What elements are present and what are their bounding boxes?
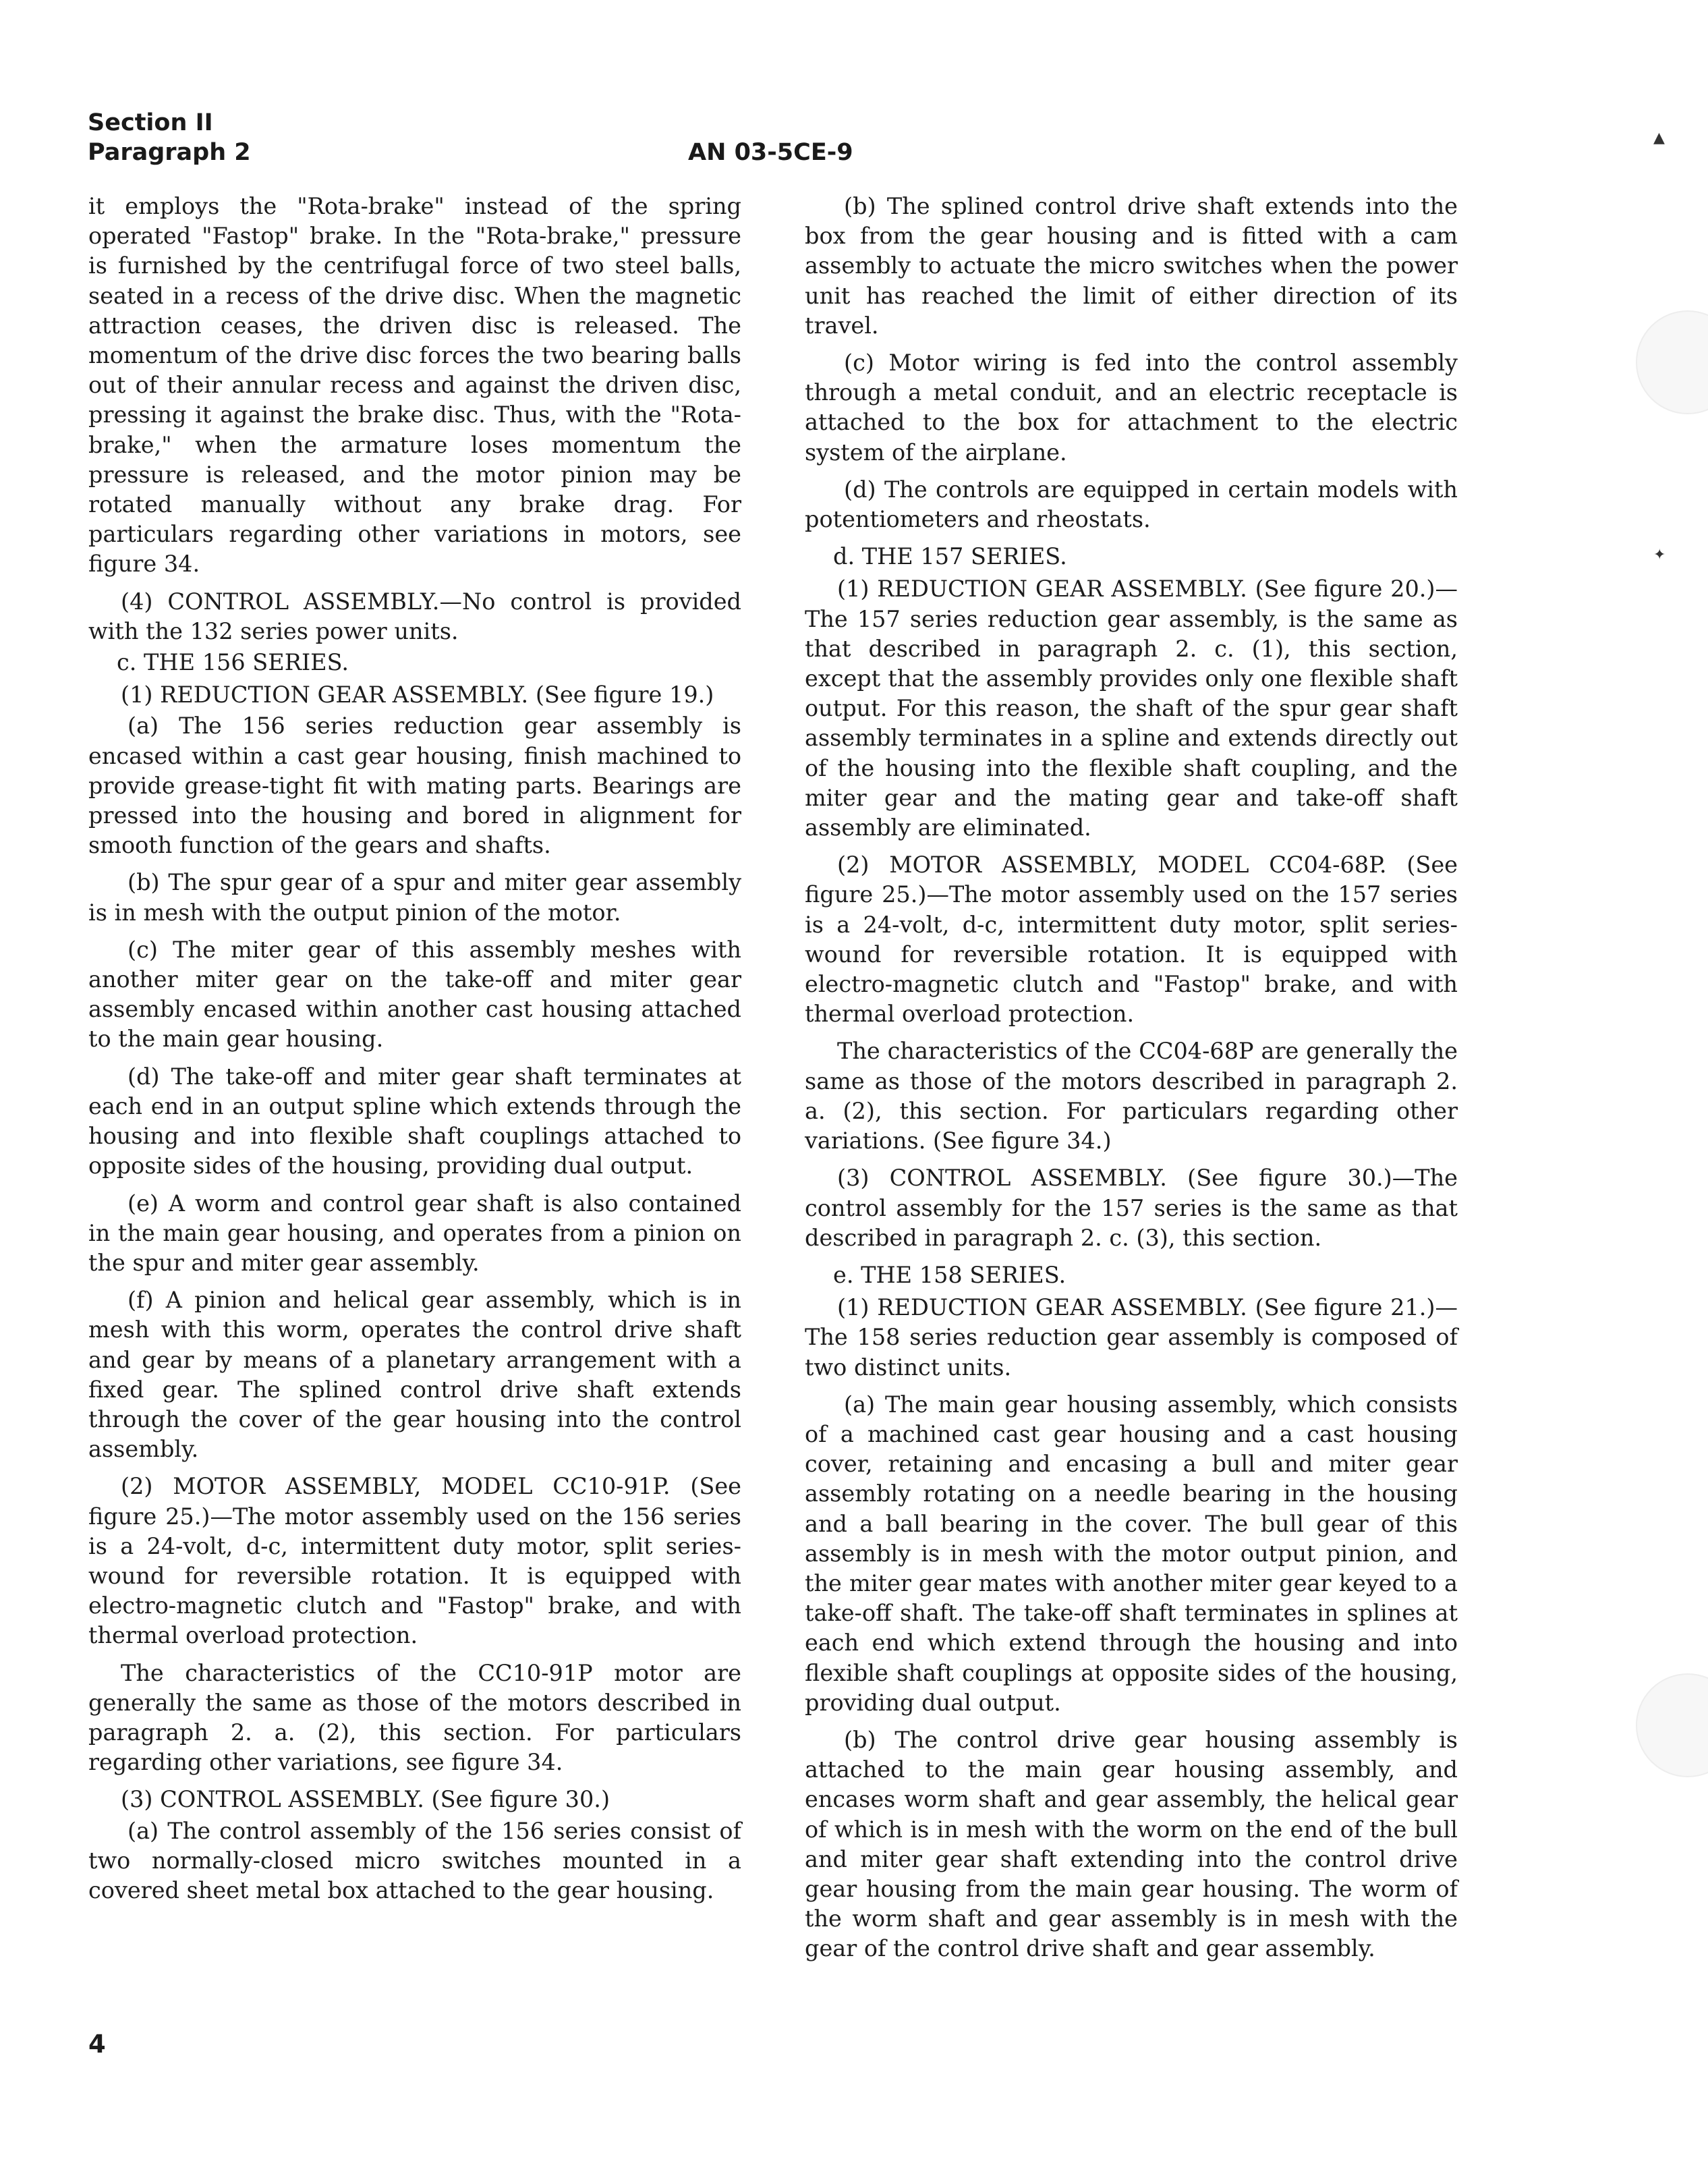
body-paragraph: (f) A pinion and helical gear assembly, which is in mesh with this worm, operates the control drive shaft and gear by means of a planetary arrangement with a fixed gear. The splined control drive shaft extends through the cover of the gear housing into the control assembly.: [88, 1287, 741, 1463]
body-paragraph: (2) MOTOR ASSEMBLY, MODEL CC04-68P. (See figure 25.)—The motor assembly used on the 157 series is a 24-volt, d-c, intermittent duty motor, split series-wound for reversible rotation. It is equipped with electro-magnetic clutch and "Fastop" brake, and with thermal overload protection.: [805, 852, 1458, 1028]
body-paragraph: (1) REDUCTION GEAR ASSEMBLY. (See figure 21.)—The 158 series reduction gear assembly is composed of two distinct units.: [805, 1294, 1458, 1381]
body-paragraph: (c) Motor wiring is fed into the control assembly through a metal conduit, and an electric receptacle is attached to the box for attachment to the electric system of the airplane.: [805, 350, 1458, 466]
binder-hole-bottom: [1636, 1673, 1708, 1777]
subsection-heading: d. THE 157 SERIES.: [833, 543, 1067, 570]
body-paragraph: (b) The splined control drive shaft extends into the box from the gear housing and is fitted with a cam assembly to actuate the micro switches when the power unit has reached the limit of either direction of its travel.: [805, 193, 1458, 339]
page-mark-top: ▲: [1653, 130, 1665, 146]
body-paragraph: (d) The controls are equipped in certain models with potentiometers and rheostats.: [805, 476, 1458, 533]
right-column: [805, 192, 1458, 1972]
body-paragraph: The characteristics of the CC10-91P motor are generally the same as those of the motors described in paragraph 2. a. (2), this section. For particulars regarding other variations, see figure 34.: [88, 1659, 741, 1776]
body-paragraph: (4) CONTROL ASSEMBLY.—No control is provided with the 132 series power units.: [88, 588, 741, 644]
binder-hole-top: [1636, 310, 1708, 414]
body-paragraph: (2) MOTOR ASSEMBLY, MODEL CC10-91P. (See figure 25.)—The motor assembly used on the 156 series is a 24-volt, d-c, intermittent duty motor, split series-wound for reversible rotation. It is equipped with electro-magnetic clutch and "Fastop" brake, and with thermal overload protection.: [88, 1473, 741, 1649]
body-paragraph: (b) The spur gear of a spur and miter gear assembly is in mesh with the output pinion of the motor.: [88, 869, 741, 926]
body-paragraph: (d) The take-off and miter gear shaft terminates at each end in an output spline which extends through the housing and into flexible shaft couplings attached to opposite sides of the housing, providing dual output.: [88, 1063, 741, 1179]
body-paragraph: (a) The control assembly of the 156 series consist of two normally-closed micro switches mounted in a covered sheet metal box attached to the gear housing.: [88, 1817, 741, 1903]
body-paragraph: it employs the "Rota-brake" instead of the spring operated "Fastop" brake. In the "Rota-brake," pressure is furnished by the centrifugal force of two steel balls, seated in a recess of the drive disc. When the magnetic attraction ceases, the driven disc is released. The momentum of the drive disc forces the two bearing balls out of their annular recess and against the driven disc, pressing it against the brake disc. Thus, with the "Rota-brake," when the armature loses momentum the pressure is released, and the motor pinion may be rotated manually without any brake drag. For particulars regarding other variations in motors, see figure 34.: [88, 193, 741, 578]
subsection-heading: c. THE 156 SERIES.: [117, 649, 349, 676]
subsection-heading: e. THE 158 SERIES.: [833, 1261, 1066, 1288]
section-label: Section II: [88, 109, 213, 136]
left-column: [88, 192, 741, 1913]
body-paragraph: (1) REDUCTION GEAR ASSEMBLY. (See figure 19.): [121, 681, 714, 708]
page-number: 4: [88, 2030, 106, 2059]
body-paragraph: (a) The main gear housing assembly, which consists of a machined cast gear housing and a cast housing cover, retaining and encasing a bull and miter gear assembly rotating on a needle bearing in the housing and a ball bearing in the cover. The bull gear of this assembly is in mesh with the motor output pinion, and the miter gear mates with another miter gear keyed to a take-off shaft. The take-off shaft terminates in splines at each end which extend through the housing and into flexible shaft couplings at opposite sides of the housing, providing dual output.: [805, 1391, 1458, 1716]
body-paragraph: (c) The miter gear of this assembly meshes with another miter gear on the take-off and miter gear assembly encased within another cast housing attached to the main gear housing.: [88, 936, 741, 1053]
body-paragraph: (b) The control drive gear housing assembly is attached to the main gear housing assembly, and encases worm shaft and gear assembly, the helical gear of which is in mesh with the worm on the end of the bull and miter gear shaft extending into the control drive gear housing from the main gear housing. The worm of the worm shaft and gear assembly is in mesh with the gear of the control drive shaft and gear assembly.: [805, 1726, 1458, 1962]
paragraph-label: Paragraph 2: [88, 139, 251, 166]
body-paragraph: (a) The 156 series reduction gear assembly is encased within a cast gear housing, finish machined to provide grease-tight fit with mating parts. Bearings are pressed into the housing and bored in alignment for smooth function of the gears and shafts.: [88, 713, 741, 859]
section-header: [88, 108, 251, 167]
body-paragraph: (3) CONTROL ASSEMBLY. (See figure 30.): [121, 1786, 610, 1813]
body-paragraph: (1) REDUCTION GEAR ASSEMBLY. (See figure 20.)—The 157 series reduction gear assembly, is the same as that described in paragraph 2. c. (1), this section, except that the assembly provides only one flexible shaft output. For this reason, the shaft of the spur gear shaft assembly terminates in a spline and extends directly out of the housing into the flexible shaft coupling, and the miter gear and the mating gear and take-off shaft assembly are eliminated.: [805, 576, 1458, 841]
body-paragraph: The characteristics of the CC04-68P are generally the same as those of the motors described in paragraph 2. a. (2), this section. For particulars regarding other variations. (See figure 34.): [805, 1038, 1458, 1154]
document-number: AN 03-5CE-9: [688, 139, 853, 166]
body-paragraph: (3) CONTROL ASSEMBLY. (See figure 30.)—The control assembly for the 157 series is the same as that described in paragraph 2. c. (3), this section.: [805, 1165, 1458, 1251]
body-paragraph: (e) A worm and control gear shaft is also contained in the main gear housing, and operates from a pinion on the spur and miter gear assembly.: [88, 1190, 741, 1276]
page-mark-middle: ✦: [1653, 547, 1666, 563]
